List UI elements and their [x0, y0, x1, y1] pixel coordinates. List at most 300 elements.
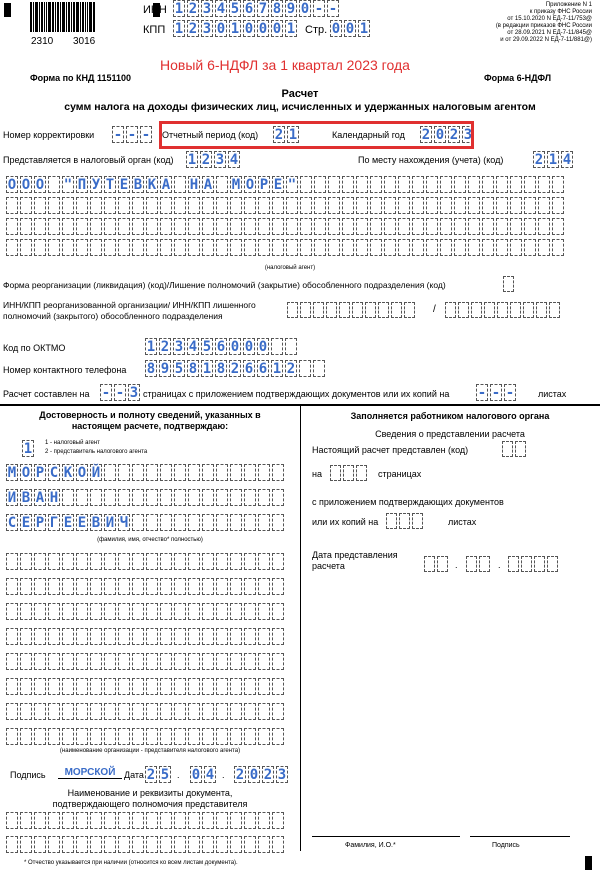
cell[interactable]	[440, 239, 452, 256]
cell[interactable]: 9	[286, 1, 296, 17]
cell[interactable]	[34, 603, 46, 620]
cell[interactable]	[34, 812, 46, 829]
cell[interactable]: М	[7, 465, 17, 481]
cell[interactable]	[76, 703, 88, 720]
cell[interactable]	[34, 553, 46, 570]
cell[interactable]	[454, 239, 466, 256]
cell[interactable]	[174, 678, 186, 695]
cell[interactable]	[118, 728, 130, 745]
cell[interactable]: И	[105, 515, 115, 531]
cell[interactable]	[342, 239, 354, 256]
cell[interactable]	[6, 239, 18, 256]
cell[interactable]	[502, 441, 513, 457]
cell[interactable]	[188, 578, 200, 595]
cell[interactable]	[104, 553, 116, 570]
cell[interactable]: -	[127, 127, 137, 143]
cell[interactable]	[174, 578, 186, 595]
cell[interactable]	[90, 812, 102, 829]
cell[interactable]	[174, 553, 186, 570]
cell[interactable]: 8	[216, 361, 226, 377]
cell[interactable]	[146, 728, 158, 745]
cell[interactable]	[244, 239, 256, 256]
cell[interactable]	[160, 703, 172, 720]
date-month-cells[interactable]	[190, 766, 216, 783]
cell[interactable]	[104, 628, 116, 645]
cell[interactable]	[62, 653, 74, 670]
cell[interactable]	[285, 338, 297, 355]
cell[interactable]	[339, 302, 350, 318]
cell[interactable]	[104, 812, 116, 829]
cell[interactable]: 1	[548, 152, 558, 168]
cell[interactable]	[6, 553, 18, 570]
cell[interactable]	[216, 218, 228, 235]
reorg-kpp-cells[interactable]	[445, 302, 560, 318]
cell[interactable]	[538, 197, 550, 214]
cell[interactable]	[244, 489, 256, 506]
cell[interactable]	[48, 703, 60, 720]
cell[interactable]	[356, 465, 367, 481]
cell[interactable]	[76, 628, 88, 645]
cell[interactable]: 5	[202, 339, 212, 355]
cell[interactable]	[118, 578, 130, 595]
cell[interactable]	[471, 302, 482, 318]
cell[interactable]	[132, 239, 144, 256]
cell[interactable]: 2	[274, 127, 284, 143]
date-year-cells[interactable]	[234, 766, 288, 783]
cell[interactable]	[468, 197, 480, 214]
cell[interactable]	[146, 578, 158, 595]
cell[interactable]	[104, 218, 116, 235]
cell[interactable]	[386, 513, 397, 529]
cell[interactable]	[272, 728, 284, 745]
cell[interactable]	[216, 703, 228, 720]
cell[interactable]	[76, 728, 88, 745]
cell[interactable]: 2	[188, 1, 198, 17]
cell[interactable]	[188, 218, 200, 235]
cell[interactable]	[34, 728, 46, 745]
cell[interactable]: 3	[202, 1, 212, 17]
cell[interactable]	[132, 218, 144, 235]
org-name-row[interactable]	[6, 728, 284, 745]
cell[interactable]	[174, 239, 186, 256]
cell[interactable]	[146, 553, 158, 570]
cell[interactable]	[230, 603, 242, 620]
cell[interactable]: 0	[249, 767, 259, 783]
cell[interactable]	[384, 218, 396, 235]
cell[interactable]	[484, 302, 495, 318]
cell[interactable]	[216, 678, 228, 695]
cell[interactable]	[343, 465, 354, 481]
copies-cells[interactable]	[476, 384, 516, 401]
cell[interactable]	[146, 603, 158, 620]
cell[interactable]	[300, 176, 312, 193]
cell[interactable]	[34, 578, 46, 595]
cell[interactable]: Е	[119, 177, 129, 193]
cell[interactable]: 1	[286, 21, 296, 37]
cell[interactable]: У	[91, 177, 101, 193]
cell[interactable]	[314, 218, 326, 235]
cell[interactable]	[34, 239, 46, 256]
cell[interactable]	[454, 176, 466, 193]
cell[interactable]	[510, 218, 522, 235]
cell[interactable]	[370, 218, 382, 235]
cell[interactable]: Е	[77, 515, 87, 531]
cell[interactable]: Н	[49, 490, 59, 506]
cell[interactable]	[272, 603, 284, 620]
cell[interactable]: 5	[174, 361, 184, 377]
cell[interactable]: 1	[174, 21, 184, 37]
cell[interactable]: 0	[191, 767, 201, 783]
cell[interactable]	[20, 653, 32, 670]
cell[interactable]	[216, 197, 228, 214]
cell[interactable]: 3	[463, 127, 473, 143]
cell[interactable]	[90, 653, 102, 670]
cell[interactable]	[468, 218, 480, 235]
cell[interactable]	[536, 302, 547, 318]
cell[interactable]	[330, 465, 341, 481]
cell[interactable]	[104, 703, 116, 720]
cell[interactable]	[160, 812, 172, 829]
cell[interactable]	[104, 197, 116, 214]
cell[interactable]	[216, 628, 228, 645]
cell[interactable]	[62, 489, 74, 506]
cell[interactable]	[6, 197, 18, 214]
cell[interactable]	[510, 302, 521, 318]
cell[interactable]	[230, 653, 242, 670]
cell[interactable]: 0	[331, 21, 341, 37]
cell[interactable]	[6, 678, 18, 695]
cell[interactable]	[104, 489, 116, 506]
cell[interactable]	[118, 703, 130, 720]
cell[interactable]	[258, 812, 270, 829]
cell[interactable]	[160, 218, 172, 235]
cell[interactable]	[524, 239, 536, 256]
cell[interactable]	[202, 239, 214, 256]
cell[interactable]: 0	[258, 21, 268, 37]
cell[interactable]: А	[203, 177, 213, 193]
cell[interactable]	[482, 218, 494, 235]
cell[interactable]: 1	[288, 127, 298, 143]
cell[interactable]	[62, 239, 74, 256]
cell[interactable]	[524, 218, 536, 235]
cell[interactable]	[188, 514, 200, 531]
cell[interactable]	[258, 678, 270, 695]
cell[interactable]	[160, 197, 172, 214]
cell[interactable]	[272, 553, 284, 570]
cell[interactable]	[62, 553, 74, 570]
cell[interactable]: -	[328, 1, 338, 17]
cell[interactable]	[244, 728, 256, 745]
cell[interactable]	[34, 218, 46, 235]
cell[interactable]	[104, 578, 116, 595]
cell[interactable]	[258, 197, 270, 214]
cell[interactable]: 6	[258, 361, 268, 377]
submitted-cells[interactable]	[502, 441, 526, 457]
cell[interactable]: 4	[229, 152, 239, 168]
cell[interactable]	[258, 489, 270, 506]
cell[interactable]: Й	[91, 465, 101, 481]
cell[interactable]	[146, 703, 158, 720]
cell[interactable]	[34, 628, 46, 645]
cell[interactable]	[76, 678, 88, 695]
cell[interactable]	[62, 678, 74, 695]
cell[interactable]	[216, 464, 228, 481]
cell[interactable]	[244, 703, 256, 720]
cell[interactable]	[174, 176, 186, 193]
cell[interactable]	[412, 239, 424, 256]
cell[interactable]	[104, 678, 116, 695]
cell[interactable]: 3	[277, 767, 287, 783]
cell[interactable]	[118, 553, 130, 570]
org-name-row[interactable]	[6, 653, 284, 670]
correction-cells[interactable]	[112, 126, 152, 143]
cell[interactable]: 0	[244, 339, 254, 355]
cell[interactable]	[272, 197, 284, 214]
cell[interactable]: О	[21, 465, 31, 481]
cell[interactable]	[62, 703, 74, 720]
cell[interactable]	[424, 556, 435, 572]
cell[interactable]: М	[231, 177, 241, 193]
cell[interactable]	[286, 239, 298, 256]
cell[interactable]	[160, 728, 172, 745]
cell[interactable]: 0	[230, 339, 240, 355]
cell[interactable]: 3	[202, 21, 212, 37]
cell[interactable]	[202, 197, 214, 214]
cell[interactable]	[6, 218, 18, 235]
cell[interactable]: 1	[146, 339, 156, 355]
cell[interactable]	[48, 176, 60, 193]
cell[interactable]	[244, 464, 256, 481]
cell[interactable]: С	[7, 515, 17, 531]
cell[interactable]: -	[314, 1, 324, 17]
cell[interactable]: 2	[263, 767, 273, 783]
cell[interactable]	[426, 176, 438, 193]
cell[interactable]	[202, 628, 214, 645]
cell[interactable]	[20, 812, 32, 829]
cell[interactable]	[48, 628, 60, 645]
cell[interactable]	[118, 836, 130, 853]
cell[interactable]	[426, 239, 438, 256]
cell[interactable]	[272, 812, 284, 829]
cell[interactable]	[188, 703, 200, 720]
cell[interactable]	[272, 578, 284, 595]
cell[interactable]	[76, 836, 88, 853]
pages-submitted-cells[interactable]	[330, 465, 367, 481]
cell[interactable]	[549, 302, 560, 318]
cell[interactable]	[118, 603, 130, 620]
cell[interactable]	[314, 239, 326, 256]
cell[interactable]: 3	[215, 152, 225, 168]
cell[interactable]	[342, 176, 354, 193]
cell[interactable]	[104, 653, 116, 670]
patronymic-row[interactable]	[6, 514, 284, 531]
cell[interactable]	[76, 553, 88, 570]
date-submitted-month[interactable]	[466, 556, 490, 572]
cell[interactable]	[202, 514, 214, 531]
cell[interactable]: 0	[258, 339, 268, 355]
cell[interactable]	[104, 836, 116, 853]
cell[interactable]	[272, 464, 284, 481]
cell[interactable]	[216, 553, 228, 570]
cell[interactable]	[286, 218, 298, 235]
cell[interactable]	[258, 218, 270, 235]
cell[interactable]: 3	[129, 385, 139, 401]
cell[interactable]	[174, 218, 186, 235]
cell[interactable]	[202, 703, 214, 720]
doc-row[interactable]	[6, 836, 284, 853]
cell[interactable]	[272, 514, 284, 531]
date-submitted-day[interactable]	[424, 556, 448, 572]
cell[interactable]	[62, 812, 74, 829]
cell[interactable]: Е	[63, 515, 73, 531]
cell[interactable]	[132, 603, 144, 620]
agent-name-row[interactable]	[6, 218, 564, 235]
cell[interactable]	[313, 360, 325, 377]
cell[interactable]	[454, 218, 466, 235]
signer-code-cell[interactable]	[22, 440, 34, 457]
cell[interactable]: 1	[202, 361, 212, 377]
cell[interactable]: В	[91, 515, 101, 531]
cell[interactable]	[244, 678, 256, 695]
cell[interactable]	[20, 836, 32, 853]
cell[interactable]	[188, 197, 200, 214]
cell[interactable]	[426, 197, 438, 214]
cell[interactable]	[314, 176, 326, 193]
cell[interactable]: 8	[146, 361, 156, 377]
cell[interactable]	[352, 302, 363, 318]
cell[interactable]	[230, 703, 242, 720]
cell[interactable]	[48, 836, 60, 853]
surname-row[interactable]	[6, 464, 284, 481]
cell[interactable]	[510, 239, 522, 256]
cell[interactable]	[468, 176, 480, 193]
location-cells[interactable]	[533, 151, 573, 168]
cell[interactable]	[146, 489, 158, 506]
cell[interactable]	[34, 653, 46, 670]
cell[interactable]	[132, 628, 144, 645]
oktmo-cells[interactable]	[145, 338, 297, 355]
cell[interactable]	[6, 653, 18, 670]
cell[interactable]	[20, 728, 32, 745]
cell[interactable]	[132, 464, 144, 481]
cell[interactable]	[34, 678, 46, 695]
cell[interactable]	[174, 836, 186, 853]
cell[interactable]	[399, 513, 410, 529]
cell[interactable]	[216, 578, 228, 595]
cell[interactable]	[538, 176, 550, 193]
cell[interactable]	[300, 197, 312, 214]
cell[interactable]	[510, 197, 522, 214]
cell[interactable]	[437, 556, 448, 572]
pages-cells[interactable]	[100, 384, 140, 401]
cell[interactable]	[440, 197, 452, 214]
page-cells[interactable]	[330, 20, 370, 37]
cell[interactable]	[445, 302, 456, 318]
cell[interactable]	[202, 836, 214, 853]
cell[interactable]	[454, 197, 466, 214]
cell[interactable]	[384, 197, 396, 214]
cell[interactable]	[118, 812, 130, 829]
cell[interactable]: А	[161, 177, 171, 193]
cell[interactable]: 0	[272, 21, 282, 37]
cell[interactable]	[365, 302, 376, 318]
cell[interactable]	[48, 553, 60, 570]
cell[interactable]	[216, 653, 228, 670]
cell[interactable]	[230, 218, 242, 235]
cell[interactable]	[202, 678, 214, 695]
cell[interactable]: Е	[273, 177, 283, 193]
cell[interactable]	[202, 578, 214, 595]
cell[interactable]	[398, 239, 410, 256]
cell[interactable]	[258, 653, 270, 670]
cell[interactable]	[90, 218, 102, 235]
cell[interactable]	[90, 197, 102, 214]
cell[interactable]	[258, 603, 270, 620]
cell[interactable]	[104, 239, 116, 256]
cell[interactable]	[188, 812, 200, 829]
cell[interactable]	[466, 556, 477, 572]
cell[interactable]	[524, 176, 536, 193]
cell[interactable]	[216, 812, 228, 829]
cell[interactable]	[6, 728, 18, 745]
cell[interactable]	[482, 176, 494, 193]
cell[interactable]	[258, 628, 270, 645]
cell[interactable]	[104, 603, 116, 620]
cell[interactable]	[258, 728, 270, 745]
cell[interactable]: -	[113, 127, 123, 143]
cell[interactable]	[202, 603, 214, 620]
date-day-cells[interactable]	[145, 766, 171, 783]
cell[interactable]	[160, 836, 172, 853]
cell[interactable]: "	[287, 177, 297, 193]
cell[interactable]	[552, 197, 564, 214]
cell[interactable]	[20, 603, 32, 620]
cell[interactable]	[174, 728, 186, 745]
cell[interactable]	[244, 603, 256, 620]
cell[interactable]	[76, 578, 88, 595]
cell[interactable]: -	[115, 385, 125, 401]
cell[interactable]	[230, 197, 242, 214]
cell[interactable]	[216, 728, 228, 745]
cell[interactable]	[244, 553, 256, 570]
cell[interactable]: О	[7, 177, 17, 193]
cell[interactable]	[230, 489, 242, 506]
cell[interactable]	[515, 441, 526, 457]
cell[interactable]: В	[133, 177, 143, 193]
cell[interactable]	[552, 239, 564, 256]
cell[interactable]	[146, 678, 158, 695]
cell[interactable]: -	[477, 385, 487, 401]
cell[interactable]	[118, 218, 130, 235]
org-name-row[interactable]	[6, 603, 284, 620]
cell[interactable]	[272, 218, 284, 235]
reorg-form-cells[interactable]	[503, 276, 514, 292]
cell[interactable]	[244, 197, 256, 214]
cell[interactable]	[174, 489, 186, 506]
cell[interactable]	[258, 239, 270, 256]
cell[interactable]	[76, 197, 88, 214]
cell[interactable]	[412, 176, 424, 193]
cell[interactable]	[404, 302, 415, 318]
cell[interactable]	[146, 653, 158, 670]
cell[interactable]: 2	[286, 361, 296, 377]
cell[interactable]	[202, 653, 214, 670]
cell[interactable]	[90, 628, 102, 645]
cell[interactable]: 0	[216, 21, 226, 37]
cell[interactable]	[174, 514, 186, 531]
cell[interactable]: 2	[235, 767, 245, 783]
cell[interactable]	[6, 836, 18, 853]
